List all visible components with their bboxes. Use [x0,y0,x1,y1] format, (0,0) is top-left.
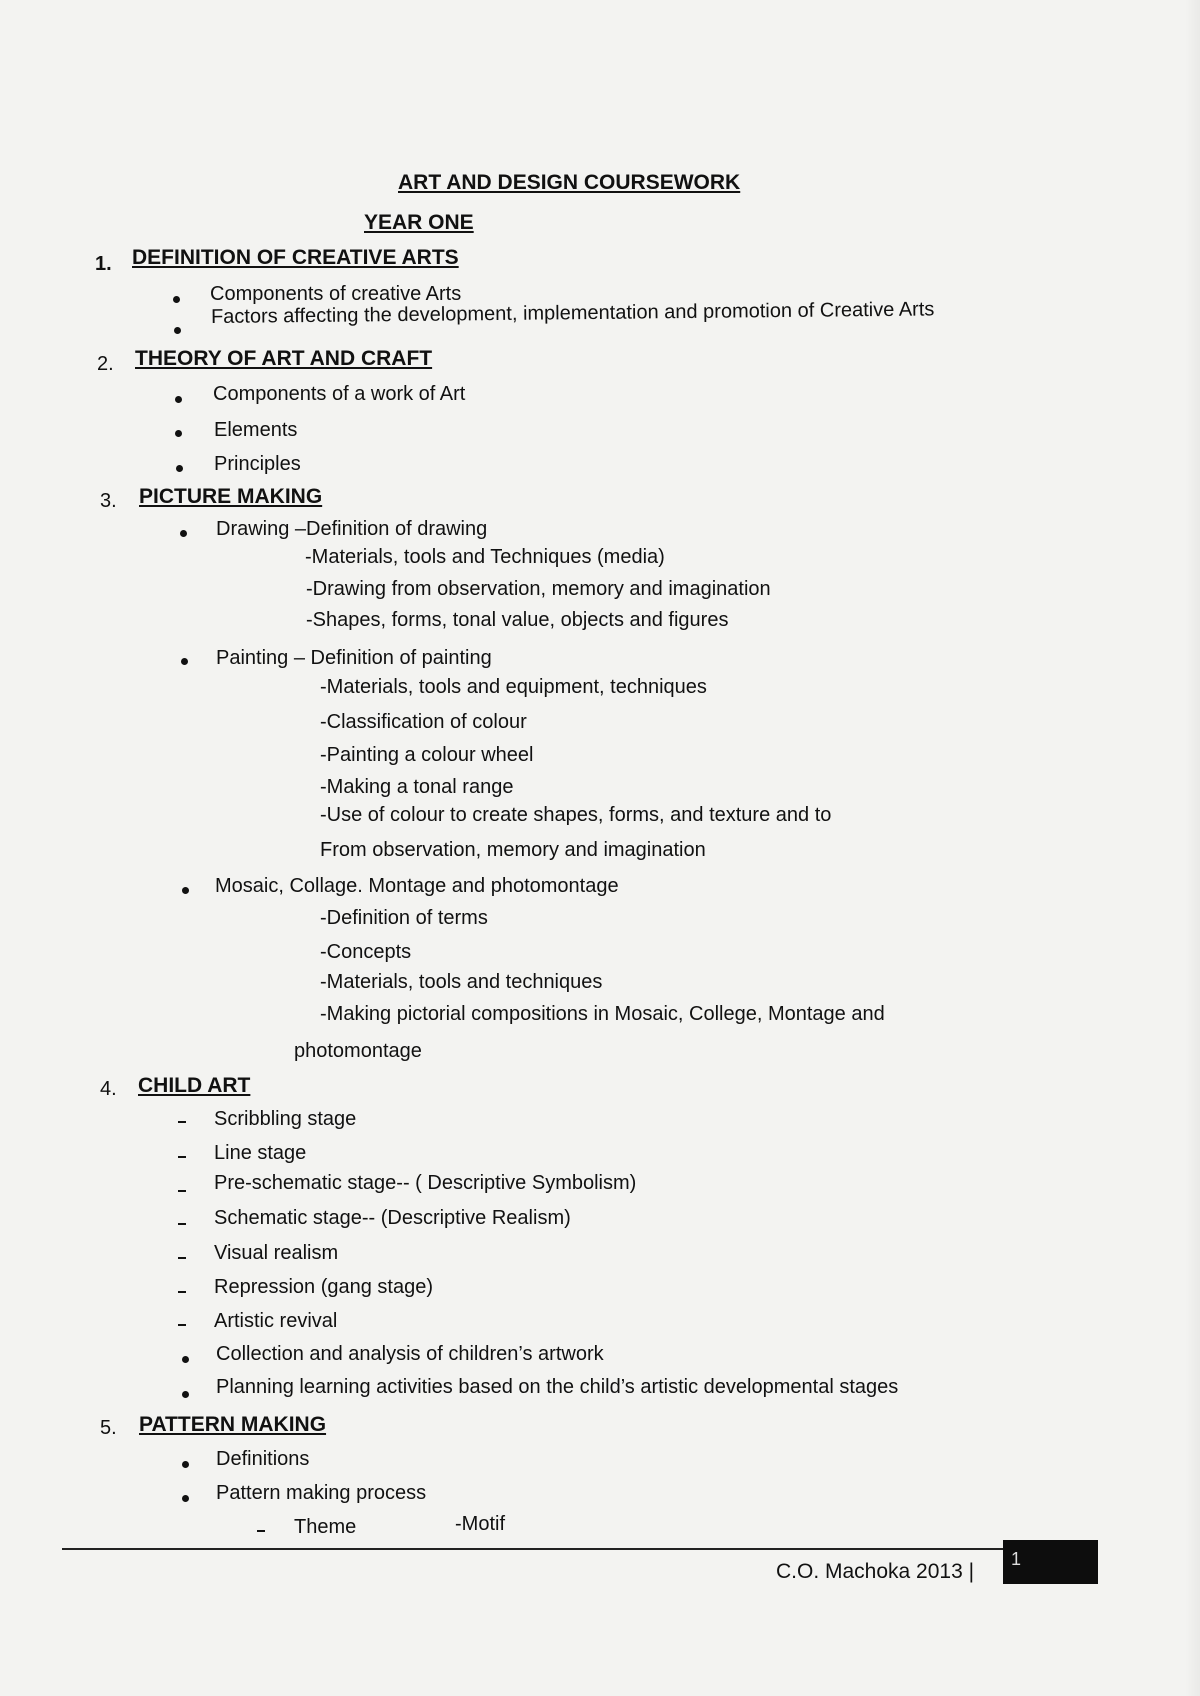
section-heading: PICTURE MAKING [139,485,323,508]
sub-item: From observation, memory and imagination [320,839,706,861]
list-item: Theme [294,1516,357,1538]
dash-icon [178,1223,186,1225]
section-number: 1. [95,253,112,275]
list-item: Mosaic, Collage. Montage and photomontage [215,875,619,897]
list-item: Elements [214,419,298,441]
dash-icon [178,1156,186,1158]
list-item: Drawing –Definition of drawing [216,518,488,540]
list-item: Visual realism [214,1242,339,1264]
section-number: 2. [97,353,114,375]
document-title: ART AND DESIGN COURSEWORK [398,171,741,194]
bullet-icon [182,887,189,894]
page-number: 1 [1011,1549,1022,1569]
section-heading: CHILD ART [138,1074,251,1097]
bullet-icon [175,430,182,437]
dash-icon [257,1530,265,1532]
page-number-box [1003,1540,1098,1584]
list-item: Repression (gang stage) [214,1276,434,1298]
sub-item: -Shapes, forms, tonal value, objects and figures [306,609,729,631]
sub-item: photomontage [294,1040,422,1062]
list-item: Components of creative Arts [210,283,462,305]
list-item: Artistic revival [214,1310,338,1332]
sub-item: -Painting a colour wheel [320,744,534,766]
bullet-icon [182,1356,189,1363]
sub-item: -Materials, tools and equipment, techniques [320,676,707,698]
sub-item: -Making a tonal range [320,776,514,798]
sub-item: -Materials, tools and Techniques (media) [305,546,665,568]
list-item: Painting – Definition of painting [216,647,492,669]
sub-item: -Definition of terms [320,907,488,929]
section-heading: THEORY OF ART AND CRAFT [135,347,433,370]
dash-icon [178,1121,186,1123]
list-item: Components of a work of Art [213,383,466,405]
bullet-icon [173,296,180,303]
dash-icon [178,1190,186,1192]
section-heading: PATTERN MAKING [139,1413,327,1436]
list-item: Line stage [214,1142,307,1164]
list-item: Schematic stage-- (Descriptive Realism) [214,1207,571,1229]
list-item: Pattern making process [216,1482,427,1504]
bullet-icon [182,1391,189,1398]
bullet-icon [175,396,182,403]
section-number: 3. [100,490,117,512]
section-heading: DEFINITION OF CREATIVE ARTS [132,246,459,269]
document-subtitle: YEAR ONE [364,211,474,234]
sub-item: -Making pictorial compositions in Mosaic, College, Montage and [320,1003,885,1025]
list-item: Planning learning activities based on the child’s artistic developmental stages [216,1376,899,1398]
bullet-icon [181,658,188,665]
bullet-icon [180,530,187,537]
list-item: Definitions [216,1448,310,1470]
section-number: 4. [100,1078,117,1100]
list-item: Factors affecting the development, implementation and promotion of Creative Arts [210,298,935,328]
sub-item: -Concepts [320,941,412,963]
dash-icon [178,1257,186,1259]
bullet-icon [182,1461,189,1468]
section-number: 5. [100,1417,117,1439]
bullet-icon [174,327,181,334]
sub-item: -Use of colour to create shapes, forms, and texture and to [320,804,832,826]
sub-item: -Materials, tools and techniques [320,971,603,993]
page-edge-shadow [1185,0,1200,1696]
bullet-icon [182,1495,189,1502]
sub-item: -Classification of colour [320,711,527,733]
list-item: Collection and analysis of children’s artwork [216,1343,604,1365]
footer-rule [62,1548,1097,1550]
dash-icon [178,1324,186,1326]
bullet-icon [176,465,183,472]
list-item: Scribbling stage [214,1108,357,1130]
sub-item: -Drawing from observation, memory and imagination [306,578,771,600]
dash-icon [178,1291,186,1293]
footer-author: C.O. Machoka 2013 | [776,1560,975,1583]
list-item: -Motif [455,1513,505,1535]
list-item: Principles [214,453,301,475]
list-item: Pre-schematic stage-- ( Descriptive Symbolism) [214,1172,637,1194]
